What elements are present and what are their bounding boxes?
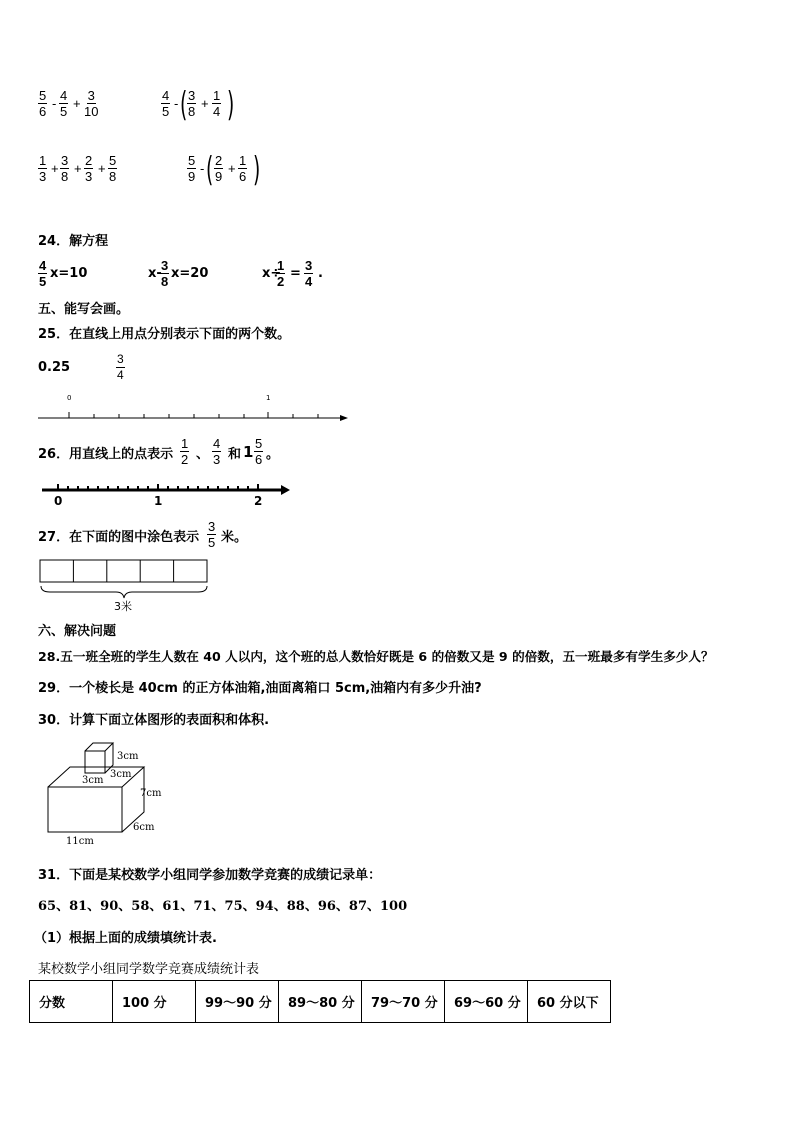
fraction: [187, 153, 196, 184]
fraction: [180, 436, 189, 467]
denominator: 6: [255, 452, 263, 467]
operator: -: [174, 96, 179, 111]
score-list: 65、81、90、58、61、71、75、94、88、96、87、100: [38, 899, 408, 914]
numerator: 5: [188, 153, 196, 168]
denominator: 5: [162, 104, 170, 119]
fraction: [59, 88, 68, 119]
section-5-title: 五、能写会画。: [38, 302, 130, 317]
denominator: 9: [215, 169, 223, 184]
operator: +: [201, 96, 209, 111]
operator: +: [74, 161, 82, 176]
numerator: 1: [277, 258, 285, 273]
brace: [41, 586, 207, 598]
denominator: 3: [213, 452, 221, 467]
equation-part: =: [290, 266, 301, 281]
fraction: [161, 88, 170, 119]
denominator: 8: [161, 274, 169, 289]
denominator: 6: [239, 169, 247, 184]
denominator: 10: [84, 104, 99, 119]
score-table: [29, 980, 611, 1023]
fraction: [116, 352, 125, 383]
numerator: 4: [60, 88, 68, 103]
table-cell[interactable]: 69～60 分: [445, 981, 528, 1023]
tick-label: 0: [67, 394, 72, 402]
question-26-text: 26．用直线上的点表示: [38, 447, 174, 462]
denominator: 3: [39, 169, 47, 184]
whole-number: 1: [243, 443, 254, 461]
fraction: [276, 258, 285, 289]
table-row: [30, 981, 611, 1023]
fraction: [60, 153, 69, 184]
operator: +: [73, 96, 81, 111]
fraction: [207, 519, 216, 550]
denominator: 2: [277, 274, 285, 289]
numerator: 1: [213, 88, 221, 103]
table-cell[interactable]: 89～80 分: [279, 981, 362, 1023]
numerator: 3: [61, 153, 69, 168]
operator: -: [52, 96, 57, 111]
table-cell[interactable]: 100 分: [113, 981, 196, 1023]
numerator: 2: [215, 153, 223, 168]
question-30-title: 30．计算下面立体图形的表面积和体积.: [38, 713, 270, 728]
numerator: 3: [87, 88, 95, 103]
brace-label: 3米: [114, 600, 132, 613]
denominator: 8: [188, 104, 196, 119]
equation-part: x÷: [262, 266, 282, 281]
equation-part: .: [318, 266, 323, 281]
numerator: 4: [162, 88, 170, 103]
fraction: [108, 153, 117, 184]
denominator: 5: [60, 104, 68, 119]
numerator: 3: [305, 258, 313, 273]
question-31-title: 31．下面是某校数学小组同学参加数学竞赛的成绩记录单：: [38, 868, 382, 883]
dimension-label: 6cm: [133, 822, 155, 833]
fraction: [160, 258, 169, 289]
question-31-sub1: （1）根据上面的成绩填统计表.: [34, 931, 217, 946]
table-cell[interactable]: 60 分以下: [528, 981, 611, 1023]
period: 。: [266, 447, 280, 462]
numerator: 4: [213, 436, 221, 451]
numerator: 1: [239, 153, 247, 168]
fraction: [187, 88, 196, 119]
denominator: 4: [213, 104, 221, 119]
fraction: [212, 436, 221, 467]
number-label: 0.25: [38, 360, 71, 375]
fraction: [254, 436, 263, 467]
numerator: 5: [255, 436, 263, 451]
denominator: 5: [39, 274, 47, 289]
denominator: 8: [109, 169, 117, 184]
numerator: 5: [109, 153, 117, 168]
number-line-25: [36, 390, 356, 424]
tick-label: 1: [266, 394, 271, 402]
fraction: [83, 88, 99, 119]
denominator: 4: [305, 274, 313, 289]
table-cell[interactable]: 79～70 分: [362, 981, 445, 1023]
unit: 米。: [221, 530, 248, 545]
denominator: 2: [181, 452, 189, 467]
dimension-label: 11cm: [66, 836, 94, 847]
number-line-26: [38, 478, 294, 508]
fraction: [214, 153, 223, 184]
denominator: 8: [61, 169, 69, 184]
numerator: 3: [161, 258, 169, 273]
fraction: [304, 258, 313, 289]
dimension-label: 3cm: [82, 775, 104, 786]
fraction: [212, 88, 221, 119]
denominator: 4: [117, 368, 124, 382]
numerator: 1: [181, 436, 189, 451]
denominator: 9: [188, 169, 196, 184]
numerator: 4: [39, 258, 47, 273]
dimension-label: 3cm: [117, 751, 139, 762]
left-paren: (: [205, 150, 214, 190]
question-27-text: 27．在下面的图中涂色表示: [38, 530, 200, 545]
numerator: 1: [39, 153, 47, 168]
left-paren: (: [179, 85, 188, 125]
fraction: [238, 153, 247, 184]
conjunction: 和: [228, 447, 242, 462]
dimension-label: 3cm: [110, 769, 132, 780]
right-paren: ): [226, 85, 235, 125]
segment-box[interactable]: [40, 560, 207, 582]
question-28: 28.五一班全班的学生人数在 40 人以内，这个班的总人数恰好既是 6 的倍数又是 9 的倍数，五一班最多有学生多少人？: [38, 649, 714, 664]
operator: +: [98, 161, 106, 176]
equation-part: x=10: [50, 266, 88, 281]
question-24-title: 24．解方程: [38, 234, 109, 249]
section-6-title: 六、解决问题: [38, 624, 117, 639]
fraction: [84, 153, 93, 184]
tick-label: 2: [254, 494, 263, 508]
table-title: 某校数学小组同学数学竞赛成绩统计表: [38, 962, 260, 977]
equation-part: x-: [148, 266, 162, 281]
separator: 、: [196, 447, 210, 462]
numerator: 3: [188, 88, 196, 103]
question-25-title: 25．在直线上用点分别表示下面的两个数。: [38, 327, 291, 342]
tick-label: 0: [54, 494, 63, 508]
table-cell[interactable]: 99～90 分: [196, 981, 279, 1023]
numerator: 2: [85, 153, 93, 168]
question-29: 29．一个棱长是 40cm 的正方体油箱,油面离箱口 5cm,油箱内有多少升油?: [38, 681, 482, 696]
numerator: 5: [39, 88, 47, 103]
numerator: 3: [117, 352, 124, 366]
operator: -: [200, 161, 205, 176]
equation-part: x=20: [171, 266, 209, 281]
tick-label: 1: [154, 494, 163, 508]
numerator: 3: [208, 519, 216, 534]
segment-diagram: [38, 558, 213, 616]
right-paren: ): [252, 150, 261, 190]
operator: +: [51, 161, 59, 176]
operator: +: [228, 161, 236, 176]
denominator: 5: [208, 535, 216, 550]
denominator: 3: [85, 169, 93, 184]
denominator: 6: [39, 104, 47, 119]
dimension-label: 7cm: [140, 788, 162, 799]
table-cell[interactable]: 分数: [30, 981, 113, 1023]
fraction: [38, 88, 47, 119]
solid-figure: [40, 740, 180, 848]
fraction: [38, 258, 47, 289]
fraction: [38, 153, 47, 184]
